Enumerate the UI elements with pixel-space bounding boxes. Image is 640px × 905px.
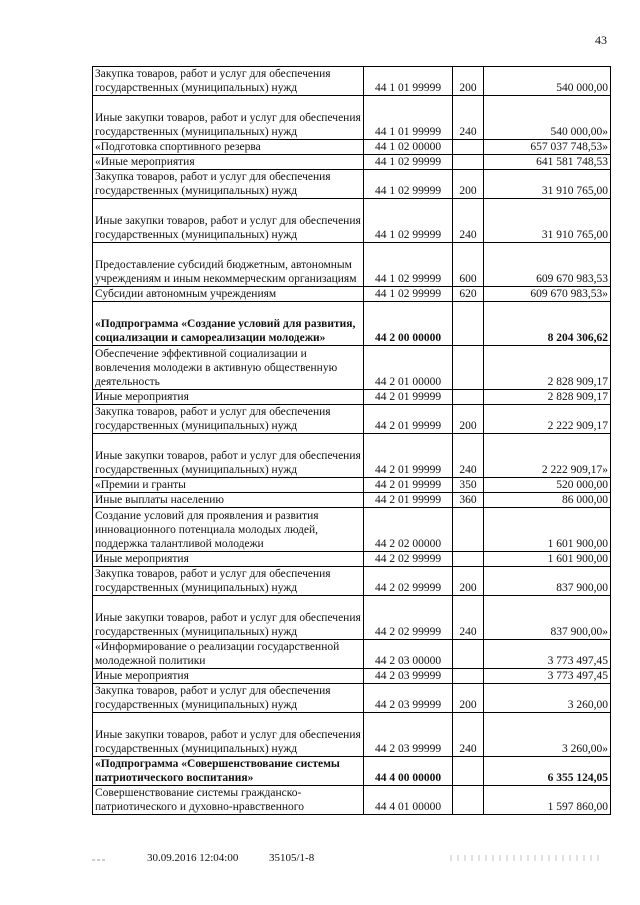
row-sum-cell: 3 773 497,45 <box>484 669 611 684</box>
row-sum-cell: 609 670 983,53» <box>484 287 611 302</box>
row-sum-cell: 837 900,00 <box>484 567 611 596</box>
row-expense-type-cell: 600 <box>453 243 484 287</box>
table-row <box>93 346 611 390</box>
faint-stamp-mark <box>92 852 122 862</box>
row-sum-cell: 2 222 909,17 <box>484 405 611 434</box>
row-sum-cell: 2 828 909,17 <box>484 390 611 405</box>
footer-doc-number: 35105/1-8 <box>269 852 315 864</box>
page-number: 43 <box>595 33 607 47</box>
row-code-cell: 44 4 01 00000 <box>364 786 453 815</box>
row-sum-cell: 86 000,00 <box>484 493 611 508</box>
row-code-cell: 44 2 00 00000 <box>364 302 453 346</box>
footer-datetime: 30.09.2016 12:04:00 <box>147 852 239 864</box>
row-sum-cell: 1 601 900,00 <box>484 508 611 552</box>
row-expense-type-cell <box>453 669 484 684</box>
row-sum-cell: 3 260,00» <box>484 713 611 757</box>
row-expense-type-cell: 360 <box>453 493 484 508</box>
row-expense-type-cell <box>453 302 484 346</box>
row-name-cell: Иные мероприятия <box>93 552 364 567</box>
row-sum-cell: 31 910 765,00 <box>484 199 611 243</box>
row-expense-type-cell <box>453 390 484 405</box>
table-row <box>93 757 611 786</box>
row-expense-type-cell: 240 <box>453 434 484 478</box>
row-name-cell: Иные закупки товаров, работ и услуг для обеспечения государственных (муниципальных) нужд <box>93 96 364 140</box>
row-code-cell: 44 2 01 99999 <box>364 405 453 434</box>
row-sum-cell: 2 828 909,17 <box>484 346 611 390</box>
row-name-cell: Закупка товаров, работ и услуг для обеспечения государственных (муниципальных) нужд <box>93 567 364 596</box>
table-row <box>93 552 611 567</box>
table-row <box>93 140 611 155</box>
row-code-cell: 44 2 02 99999 <box>364 552 453 567</box>
row-code-cell: 44 1 01 99999 <box>364 67 453 96</box>
row-expense-type-cell <box>453 346 484 390</box>
row-name-cell: Закупка товаров, работ и услуг для обеспечения государственных (муниципальных) нужд <box>93 405 364 434</box>
table-row <box>93 287 611 302</box>
row-name-cell: Предоставление субсидий бюджетным, автономным учреждениям и иным некоммерческим организациям <box>93 243 364 287</box>
row-sum-cell: 3 773 497,45 <box>484 640 611 669</box>
row-sum-cell: 8 204 306,62 <box>484 302 611 346</box>
table-row <box>93 478 611 493</box>
row-code-cell: 44 1 02 99999 <box>364 170 453 199</box>
row-name-cell: Иные закупки товаров, работ и услуг для обеспечения государственных (муниципальных) нужд <box>93 199 364 243</box>
row-expense-type-cell <box>453 140 484 155</box>
row-code-cell: 44 2 01 99999 <box>364 434 453 478</box>
row-code-cell: 44 1 02 99999 <box>364 199 453 243</box>
table-row <box>93 302 611 346</box>
row-code-cell: 44 2 01 99999 <box>364 478 453 493</box>
table-row <box>93 567 611 596</box>
row-name-cell: Субсидии автономным учреждениям <box>93 287 364 302</box>
row-code-cell: 44 4 00 00000 <box>364 757 453 786</box>
row-expense-type-cell: 200 <box>453 170 484 199</box>
row-code-cell: 44 2 01 99999 <box>364 390 453 405</box>
faint-scan-noise <box>450 855 600 861</box>
table-row <box>93 684 611 713</box>
row-expense-type-cell: 200 <box>453 567 484 596</box>
row-sum-cell: 1 597 860,00 <box>484 786 611 815</box>
table-row <box>93 669 611 684</box>
row-expense-type-cell <box>453 155 484 170</box>
row-expense-type-cell <box>453 757 484 786</box>
table-row <box>93 786 611 815</box>
row-name-cell: Иные закупки товаров, работ и услуг для обеспечения государственных (муниципальных) нужд <box>93 713 364 757</box>
row-code-cell: 44 1 02 99999 <box>364 243 453 287</box>
table-row <box>93 199 611 243</box>
row-expense-type-cell: 240 <box>453 96 484 140</box>
row-code-cell: 44 2 03 00000 <box>364 640 453 669</box>
row-name-cell: Иные закупки товаров, работ и услуг для обеспечения государственных (муниципальных) нужд <box>93 434 364 478</box>
row-expense-type-cell: 240 <box>453 713 484 757</box>
row-code-cell: 44 2 02 99999 <box>364 567 453 596</box>
row-code-cell: 44 2 03 99999 <box>364 713 453 757</box>
table-row <box>93 508 611 552</box>
row-expense-type-cell: 200 <box>453 405 484 434</box>
table-row <box>93 155 611 170</box>
row-name-cell: Иные мероприятия <box>93 669 364 684</box>
row-name-cell: «Иные мероприятия <box>93 155 364 170</box>
row-expense-type-cell: 620 <box>453 287 484 302</box>
row-expense-type-cell: 200 <box>453 684 484 713</box>
row-name-cell: Закупка товаров, работ и услуг для обеспечения государственных (муниципальных) нужд <box>93 67 364 96</box>
row-name-cell: Иные закупки товаров, работ и услуг для обеспечения государственных (муниципальных) нужд <box>93 596 364 640</box>
row-code-cell: 44 1 01 99999 <box>364 96 453 140</box>
row-name-cell: Обеспечение эффективной социализации и вовлечения молодежи в активную общественную деятельность <box>93 346 364 390</box>
row-sum-cell: 31 910 765,00 <box>484 170 611 199</box>
table-row <box>93 243 611 287</box>
row-name-cell: «Подпрограмма «Совершенствование системы патриотического воспитания» <box>93 757 364 786</box>
row-name-cell: Иные выплаты населению <box>93 493 364 508</box>
row-expense-type-cell <box>453 640 484 669</box>
row-sum-cell: 641 581 748,53 <box>484 155 611 170</box>
table-row <box>93 67 611 96</box>
row-expense-type-cell <box>453 508 484 552</box>
row-sum-cell: 2 222 909,17» <box>484 434 611 478</box>
row-expense-type-cell <box>453 786 484 815</box>
row-sum-cell: 520 000,00 <box>484 478 611 493</box>
row-name-cell: Создание условий для проявления и развития инновационного потенциала молодых людей, поддержка талантливой молодежи <box>93 508 364 552</box>
row-expense-type-cell <box>453 552 484 567</box>
row-code-cell: 44 2 01 00000 <box>364 346 453 390</box>
row-code-cell: 44 1 02 00000 <box>364 140 453 155</box>
row-sum-cell: 837 900,00» <box>484 596 611 640</box>
row-sum-cell: 657 037 748,53» <box>484 140 611 155</box>
row-code-cell: 44 2 02 00000 <box>364 508 453 552</box>
row-expense-type-cell: 350 <box>453 478 484 493</box>
table-row <box>93 640 611 669</box>
table-row <box>93 434 611 478</box>
row-name-cell: Закупка товаров, работ и услуг для обеспечения государственных (муниципальных) нужд <box>93 684 364 713</box>
row-sum-cell: 1 601 900,00 <box>484 552 611 567</box>
row-sum-cell: 540 000,00 <box>484 67 611 96</box>
row-sum-cell: 3 260,00 <box>484 684 611 713</box>
row-code-cell: 44 2 01 99999 <box>364 493 453 508</box>
row-code-cell: 44 1 02 99999 <box>364 287 453 302</box>
row-expense-type-cell: 240 <box>453 199 484 243</box>
row-name-cell: «Премии и гранты <box>93 478 364 493</box>
budget-table <box>92 66 611 815</box>
table-row <box>93 405 611 434</box>
row-sum-cell: 540 000,00» <box>484 96 611 140</box>
row-sum-cell: 6 355 124,05 <box>484 757 611 786</box>
table-row <box>93 713 611 757</box>
row-code-cell: 44 2 03 99999 <box>364 684 453 713</box>
row-code-cell: 44 2 03 99999 <box>364 669 453 684</box>
row-sum-cell: 609 670 983,53 <box>484 243 611 287</box>
row-name-cell: Иные мероприятия <box>93 390 364 405</box>
row-name-cell: Закупка товаров, работ и услуг для обеспечения государственных (муниципальных) нужд <box>93 170 364 199</box>
budget-table-body <box>93 67 611 815</box>
row-expense-type-cell: 240 <box>453 596 484 640</box>
row-expense-type-cell: 200 <box>453 67 484 96</box>
table-row <box>93 96 611 140</box>
row-name-cell: «Подпрограмма «Создание условий для развития, социализации и самореализации молодежи» <box>93 302 364 346</box>
row-name-cell: Совершенствование системы гражданско-патриотического и духовно-нравственного <box>93 786 364 815</box>
table-row <box>93 596 611 640</box>
table-row <box>93 170 611 199</box>
table-row <box>93 390 611 405</box>
row-name-cell: «Подготовка спортивного резерва <box>93 140 364 155</box>
row-name-cell: «Информирование о реализации государственной молодежной политики <box>93 640 364 669</box>
row-code-cell: 44 2 02 99999 <box>364 596 453 640</box>
row-code-cell: 44 1 02 99999 <box>364 155 453 170</box>
table-row <box>93 493 611 508</box>
